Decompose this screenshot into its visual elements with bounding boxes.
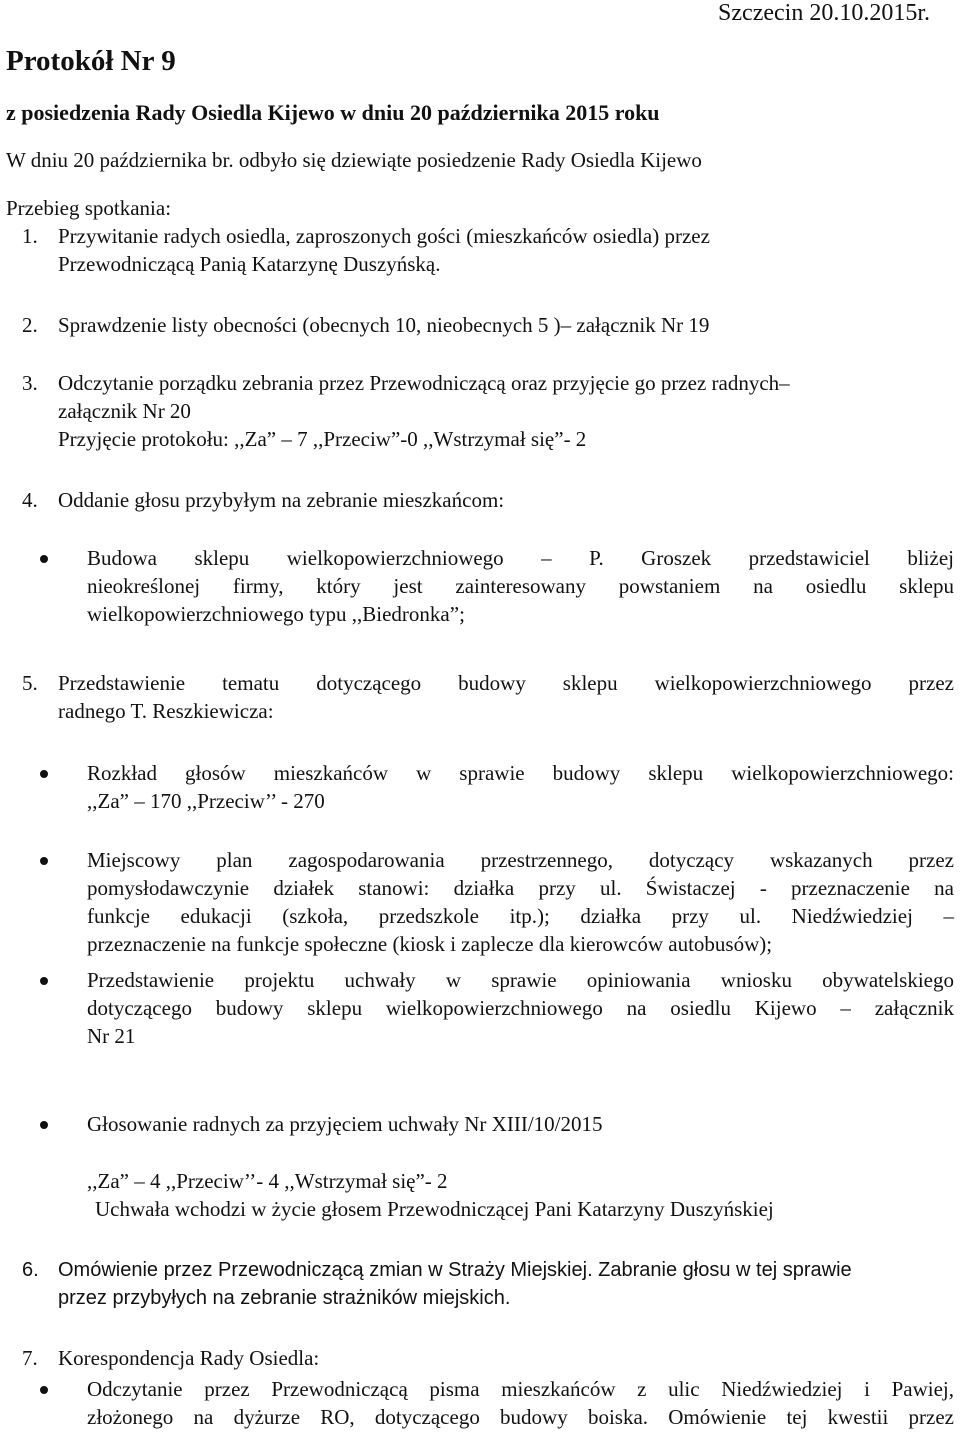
item-number: 3. [22,371,38,395]
bullet-text-line: Głosowanie radnych za przyjęciem uchwały Nr XIII/10/2015 [87,1112,603,1136]
bullet-text-line: funkcje edukacji (szkoła, przedszkole itp.); działka przy ul. Niedźwiedziej – [87,904,954,928]
bullet-icon [40,857,48,865]
bullet-icon [40,1386,48,1394]
bullet-text-line: nieokreślonej firmy, który jest zainteresowany powstaniem na osiedlu sklepu [87,574,954,598]
item-text-line: Odczytanie porządku zebrania przez Przewodniczącą oraz przyjęcie go przez radnych– [58,371,790,395]
vote-result: Przyjęcie protokołu: ,,Za” – 7 ,,Przeciw”-0 ,,Wstrzymał się”- 2 [58,427,587,451]
document-subtitle: z posiedzenia Rady Osiedla Kijewo w dniu 20 października 2015 roku [6,100,660,125]
item-number: 6. [22,1259,39,1281]
bullet-text-line: pomysłodawczynie działek stanowi: działka przy ul. Świstaczej - przeznaczenie na [87,876,954,900]
bullet-icon [40,1121,48,1129]
bullet-icon [40,555,48,563]
bullet-text-line: Budowa sklepu wielkopowierzchniowego – P. Groszek przedstawiciel bliżej [87,546,954,570]
bullet-icon [40,977,48,985]
bullet-text-line: Odczytanie przez Przewodniczącą pisma mieszkańców z ulic Niedźwiedziej i Pawiej, [87,1377,954,1401]
bullet-text-line: Rozkład głosów mieszkańców w sprawie budowy sklepu wielkopowierzchniowego: [87,761,954,785]
bullet-text-line: Przedstawienie projektu uchwały w sprawie opiniowania wniosku obywatelskiego [87,968,954,992]
item-number: 2. [22,313,38,337]
document-title: Protokół Nr 9 [6,45,176,77]
item-number: 1. [22,224,38,248]
intro-paragraph: W dniu 20 października br. odbyło się dziewiąte posiedzenie Rady Osiedla Kijewo [6,148,702,172]
item-text-line: Przedstawienie tematu dotyczącego budowy sklepu wielkopowierzchniowego przez [58,671,954,695]
item-number: 4. [22,488,38,512]
bullet-text-line: Miejscowy plan zagospodarowania przestrzennego, dotyczący wskazanych przez [87,848,954,872]
vote-result: ,,Za” – 4 ,,Przeciw’’- 4 ,,Wstrzymał się”- 2 [87,1169,448,1193]
item-text-line: Sprawdzenie listy obecności (obecnych 10, nieobecnych 5 )– załącznik Nr 19 [58,313,710,337]
item-text-line: Przewodniczącą Panią Katarzynę Duszyńską. [58,252,441,276]
agenda-label: Przebieg spotkania: [6,196,172,220]
bullet-text-line: złożonego na dyżurze RO, dotyczącego budowy boiska. Omówienie tej kwestii przez [87,1405,954,1429]
item-text-line: przez przybyłych na zebranie strażników miejskich. [58,1287,511,1309]
item-number: 7. [22,1346,38,1370]
item-text-line: Oddanie głosu przybyłym na zebranie mieszkańcom: [58,488,505,512]
item-text-line: Omówienie przez Przewodniczącą zmian w Straży Miejskiej. Zabranie głosu w tej sprawie [58,1259,852,1281]
bullet-icon [40,770,48,778]
item-text-line: Korespondencja Rady Osiedla: [58,1346,320,1370]
item-text-line: załącznik Nr 20 [58,399,191,423]
bullet-text-line: przeznaczenie na funkcje społeczne (kiosk i zaplecze dla kierowców autobusów); [87,932,773,956]
item-text-line: Przywitanie radych osiedla, zaproszonych gości (mieszkańców osiedla) przez [58,224,710,248]
vote-result: ,,Za” – 170 ,,Przeciw’’ - 270 [87,789,325,813]
resolution-note: Uchwała wchodzi w życie głosem Przewodniczącej Pani Katarzyny Duszyńskiej [95,1197,774,1221]
bullet-text-line: Nr 21 [87,1024,136,1048]
place-date: Szczecin 20.10.2015r. [718,0,930,26]
item-text-line: radnego T. Reszkiewicza: [58,699,274,723]
bullet-text-line: wielkopowierzchniowego typu ,,Biedronka”; [87,602,465,626]
item-number: 5. [22,671,38,695]
bullet-text-line: dotyczącego budowy sklepu wielkopowierzchniowego na osiedlu Kijewo – załącznik [87,996,954,1020]
